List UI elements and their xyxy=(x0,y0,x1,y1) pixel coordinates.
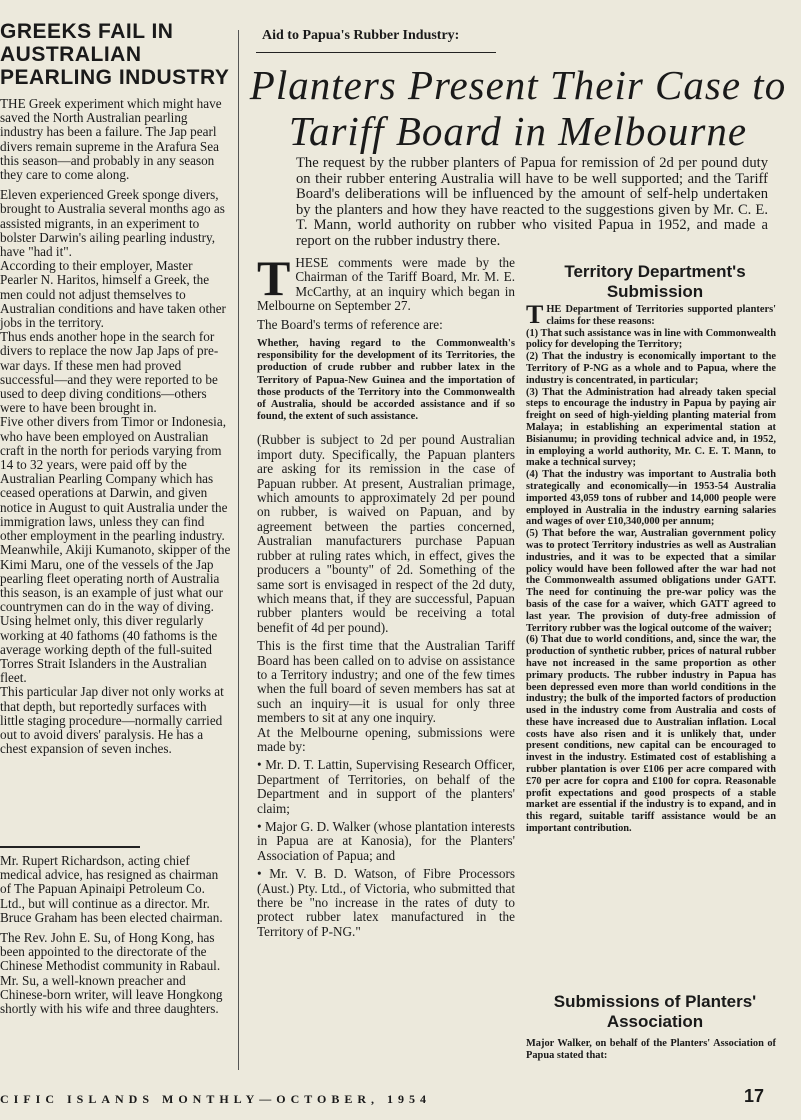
running-footer: CIFIC ISLANDS MONTHLY—OCTOBER, 1954 xyxy=(0,1092,432,1106)
paragraph: This is the first time that the Australian Tariff Board has been called on to advise on assistance to a Territory industry; and one of the few times when the full board of seven members has sat at such an inquiry—it is usual for only three members to sit at any one inquiry. xyxy=(257,638,515,726)
paragraph: The Board's terms of reference are: xyxy=(257,316,443,332)
left-paragraph: This particular Jap diver not only works at that depth, but reportedly surfaces with little staging procedure—normally carried out to avoid divers' paralysis. He has a chest expansion of seven inches. xyxy=(0,684,224,757)
left-paragraph: Five other divers from Timor or Indonesia, who have been employed on Australian craft in the north for periods varying from 14 to 32 years, were paid off by the Australian Pearling Company which has ceased operations at Darwin, and given notice in August to quit Australia under the immigration laws, unless they can find other employment in the pearling industry. xyxy=(0,414,228,544)
bullet-text: Mr. D. T. Lattin, Supervising Research Officer, Department of Territories, on behalf of the Department and in support of the planters' claim; xyxy=(257,757,515,816)
heading-line: Association xyxy=(606,1012,704,1031)
left-headline-line: PEARLING INDUSTRY xyxy=(0,66,230,89)
left-paragraph: THE Greek experiment which might have saved the North Australian pearling industry has been a failure. The Jap pearl divers remain supreme in the Arafura Sea this season—and probably in any season they care to come along. xyxy=(0,96,222,183)
paragraph: At the Melbourne opening, submissions were made by: xyxy=(257,724,515,754)
left-paragraph: According to their employer, Master Pearler N. Haritos, himself a Greek, the men could not adjust themselves to Australian conditions and have taken other jobs in the territory. xyxy=(0,258,226,331)
kicker-rule xyxy=(256,52,496,53)
paragraph-text: HESE comments were made by the Chairman of the Tariff Board, Mr. M. E. McCarthy, at an inquiry which began in Melbourne on September 27. xyxy=(257,255,515,314)
left-note: Mr. Rupert Richardson, acting chief medical advice, has resigned as chairman of The Papuan Apinaipi Petroleum Co. Ltd., but will continue as a director. Mr. Bruce Graham has been elected chairman. xyxy=(0,853,223,925)
article-deck: The request by the rubber planters of Papua for remission of 2d per pound duty on their rubber entering Australia will have to be well supported; and the Tariff Board's deliberations will be influenced by the amount of self-help undertaken by the planters and how they have reacted to the suggestions given by Mr. C. E. T. Mann, world authority on rubber who visited Papua in 1952, and made a report on the rubber industry there. xyxy=(296,155,768,249)
paragraph: (Rubber is subject to 2d per pound Australian import duty. Specifically, the Papuan planters are asking for its remission in the case of Papuan rubber. At present, Australian primage, which amounts to approximately 2d per pound on rubber, is waived on Papuan, and by agreement between the parties concerned, Australian manufacturers purchase Papuan rubber at ruling rates which, in effect, gives the producers a "bounty" of 2d. Something of the same sort is envisaged in respect of the 2d duty, which means that, if they are successful, Papuan rubber planters would be receiving a total benefit of 4d per pound). xyxy=(257,432,515,635)
point: (1) That such assistance was in line with Commonwealth policy for developing the Territory; xyxy=(526,327,776,351)
right-intro xyxy=(526,300,776,329)
left-headline-line: GREEKS FAIL IN xyxy=(0,20,174,43)
article-title xyxy=(248,62,788,154)
bullet-text: Major G. D. Walker (whose plantation interests in Papua are at Kanosia), for the Planters' Association of Papua; and xyxy=(257,819,515,863)
right-column xyxy=(526,300,776,835)
title-line: Tariff Board in Melbourne xyxy=(288,108,748,154)
bullet-item: • Mr. D. T. Lattin, Supervising Research Officer, Department of Territories, on behalf of the Department and in support of the planters' claim; xyxy=(257,757,515,816)
middle-column xyxy=(257,250,515,943)
column-divider xyxy=(238,30,239,1070)
left-note: The Rev. John E. Su, of Hong Kong, has been appointed to the directorate of the Chinese Methodist community in Rabaul. Mr. Su, a well-known preacher and Chinese-born writer, will leave Hongkong shortly with his wife and three daughters. xyxy=(0,930,223,1017)
right-heading-2 xyxy=(530,992,780,1032)
point: (5) That before the war, Australian government policy was to protect Territory industries as well as Australian industries, and it was to be expected that a similar policy would have been followed after the war had not the Commonwealth assumed obligations under GATT. The need for continuing the pre-war policy was the basis of the case for a waiver, which GATT agreed to last year. The provision of duty-free admission of Territory rubber was the logical outcome of the waiver; xyxy=(526,528,776,634)
intro-text: HE Department of Territories supported planters' claims for these reasons: xyxy=(546,304,776,327)
left-headline xyxy=(0,20,232,89)
left-notes xyxy=(0,854,232,1016)
opening-paragraph xyxy=(257,250,515,314)
drop-cap: T xyxy=(257,250,291,306)
heading-line: Territory Department's xyxy=(564,262,746,281)
point: (3) That the Administration had already taken special steps to encourage the industry in Papua by paying air freight on seed of high-yielding planting material from Malaya; in establishing an experimental station at Bisianumu; in providing technical advice and, in 1952, in employing a world authority, Mr. C. E. T. Mann, to make a technical survey; xyxy=(526,386,776,469)
bullet-item: • Major G. D. Walker (whose plantation interests in Papua are at Kanosia), for the Planters' Association of Papua; and xyxy=(257,819,515,863)
left-headline-line: AUSTRALIAN xyxy=(0,43,142,66)
point: (4) That the industry was important to Australia both strategically and economically—in 1953-54 Australia imported 43,059 tons of rubber and 14,000 people were employed in Australia in the industry earning salaries and wages of over £10,340,000 per annum; xyxy=(526,469,776,528)
drop-cap: T xyxy=(526,300,544,329)
heading-line: Submissions of Planters' xyxy=(553,992,757,1011)
title-line: Planters Present Their Case to xyxy=(249,62,787,108)
left-paragraph: Meanwhile, Akiji Kumanoto, skipper of the Kimi Maru, one of the vessels of the Jap pearling fleet operating north of Australia this season, is an example of just what our countrymen can do in the way of diving. xyxy=(0,542,231,615)
left-divider xyxy=(0,846,140,848)
bullet-item: • Mr. V. B. D. Watson, of Fibre Processors (Aust.) Pty. Ltd., of Victoria, who submitted that there be "no increase in the rates of duty to protect rubber latex manufactured in the Territory of P-NG." xyxy=(257,866,515,939)
kicker: Aid to Papua's Rubber Industry: xyxy=(262,28,460,43)
left-paragraph: Eleven experienced Greek sponge divers, brought to Australia several months ago as assisted migrants, in an experiment to bolster Darwin's ailing pearling industry, have "had it". xyxy=(0,187,225,260)
heading-line: Submission xyxy=(606,282,704,301)
point: (6) That due to world conditions, and, since the war, the production of synthetic rubber, prices of natural rubber have not increased in the same proportion as other primary products. The rubber industry in Papua has been depressed even more than world conditions in the industry; the bulk of the imported factors of production used in the industry come from Australia and costs of these have increased due to Australian inflation. Local costs have also risen and it is unlikely that, under present conditions, new capital can be encouraged to invest in the industry. Estimated cost of establishing a rubber plantation is over £106 per acre compared with £70 per acre for copra and £100 for copra. Reasonable profit expectations and good prospects of a stable market are essential if the industry is to expand, and in this regard, suitable tariff assistance would be an important contribution. xyxy=(526,634,776,835)
terms-of-reference: Whether, having regard to the Commonwealth's responsibility for the development of its Territories, the production of crude rubber and rubber latex in the Territory of Papua-New Guinea and the importation of those products of the Territory into the Commonwealth of Australia, should be accorded assistance and if so found, the extent of such assistance. xyxy=(257,338,515,423)
left-body xyxy=(0,97,232,756)
right-heading xyxy=(530,262,780,302)
right-closing: Major Walker, on behalf of the Planters' Association of Papua stated that: xyxy=(526,1038,776,1061)
page-number: 17 xyxy=(744,1086,765,1106)
left-paragraph: Using helmet only, this diver regularly working at 40 fathoms (40 fathoms is the average working depth of the full-suited Torres Strait Islanders in the Australian fleet. xyxy=(0,613,218,686)
left-paragraph: Thus ends another hope in the search for divers to replace the now Jap Japs of pre-war days. If these men had proved successful—and they were reported to be used to deep diving conditions—others were to have been brought in. xyxy=(0,329,219,416)
left-article xyxy=(0,20,232,756)
point: (2) That the industry is economically important to the Territory of P-NG as a whole and to Papua, where the industry is concentrated, in particular; xyxy=(526,351,776,386)
bullet-text: Mr. V. B. D. Watson, of Fibre Processors (Aust.) Pty. Ltd., of Victoria, who submitted that there be "no increase in the rates of duty to protect rubber latex manufactured in the Territory of P-NG." xyxy=(257,866,515,939)
